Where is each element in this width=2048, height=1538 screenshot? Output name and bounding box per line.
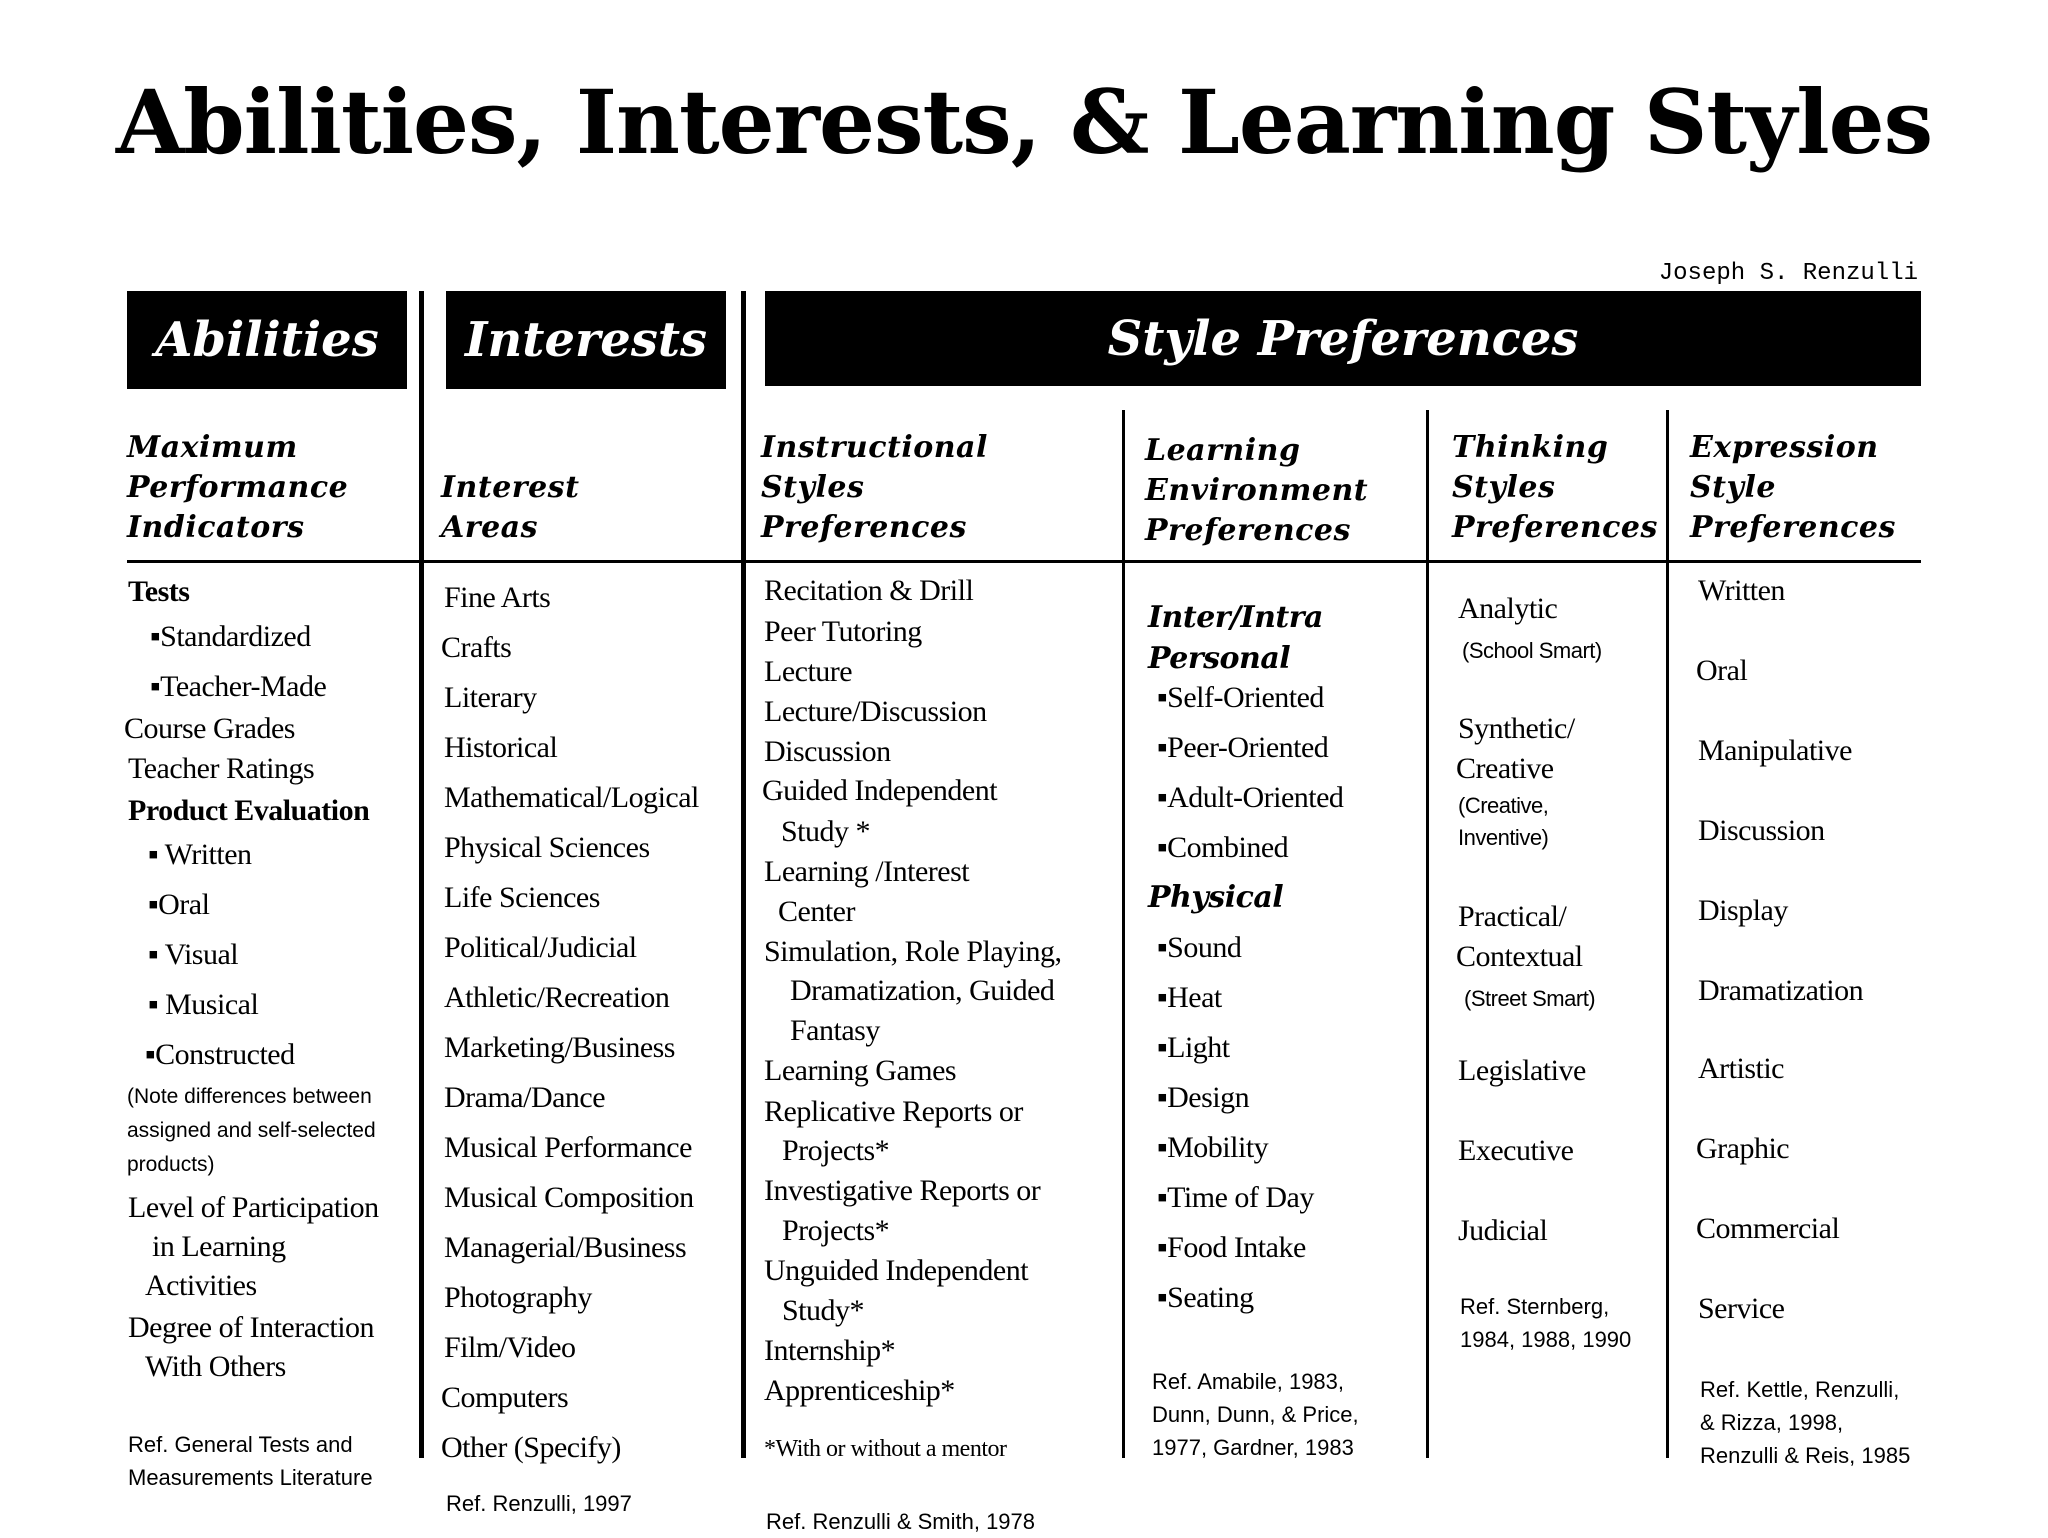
list-item: Product Evaluation — [128, 794, 370, 827]
list-item: ▪ Written — [148, 838, 252, 871]
heading-environment: Learning Environment Preferences — [1145, 433, 1369, 548]
thinking-reference: Ref. Sternberg, 1984, 1988, 1990 — [1460, 1294, 1632, 1352]
environment-subheading-physical: Physical — [1148, 880, 1284, 915]
list-item: Internship* — [764, 1334, 896, 1367]
list-item: Fine Arts — [444, 581, 551, 614]
list-item: Analytic — [1458, 592, 1558, 625]
list-item: Synthetic/ — [1458, 712, 1575, 745]
list-item: Oral — [1696, 654, 1748, 687]
list-item: Judicial — [1458, 1214, 1548, 1247]
list-item: (School Smart) — [1462, 638, 1602, 663]
list-item: Musical Performance — [444, 1131, 692, 1164]
list-item: Artistic — [1698, 1052, 1784, 1085]
heading-instructional: Instructional Styles Preferences — [761, 430, 988, 545]
list-item: Degree of Interaction — [128, 1311, 375, 1344]
list-item: Mathematical/Logical — [444, 781, 699, 814]
instructional-reference: Ref. Renzulli & Smith, 1978 — [766, 1509, 1036, 1534]
list-item: Physical Sciences — [444, 831, 650, 864]
list-item: (Street Smart) — [1464, 986, 1596, 1011]
list-item: ▪Food Intake — [1157, 1231, 1306, 1264]
list-item: ▪Self-Oriented — [1157, 681, 1324, 714]
list-item: Simulation, Role Playing, — [764, 935, 1062, 968]
list-item: Fantasy — [790, 1014, 880, 1047]
list-item: Investigative Reports or — [764, 1174, 1041, 1207]
environment-reference: Ref. Amabile, 1983, Dunn, Dunn, & Price, 1977, Gardner, 1983 — [1152, 1369, 1359, 1460]
list-item: ▪Adult-Oriented — [1157, 781, 1344, 814]
list-item: With Others — [145, 1350, 286, 1383]
list-item: ▪Heat — [1157, 981, 1222, 1014]
list-item: ▪Oral — [148, 888, 210, 921]
heading-thinking: Thinking Styles Preferences — [1452, 430, 1658, 545]
list-item: ▪Constructed — [145, 1038, 295, 1071]
list-item: Course Grades — [124, 712, 295, 745]
list-item: Learning Games — [764, 1054, 957, 1087]
list-item: Contextual — [1456, 940, 1583, 973]
list-item: Lecture — [764, 655, 853, 688]
heading-expression: Expression Style Preferences — [1690, 430, 1896, 545]
list-item: Dramatization — [1698, 974, 1864, 1007]
list-item: ▪ Musical — [148, 988, 259, 1021]
list-item: in Learning — [152, 1230, 286, 1263]
list-item: (Creative, — [1458, 793, 1549, 818]
list-item: Executive — [1458, 1134, 1574, 1167]
list-item: ▪Peer-Oriented — [1157, 731, 1329, 764]
divider-thinking — [1666, 410, 1669, 1458]
list-item: Graphic — [1696, 1132, 1790, 1165]
list-item: Computers — [441, 1381, 569, 1414]
list-item: Learning /Interest — [764, 855, 970, 888]
expression-reference: Ref. Kettle, Renzulli, & Rizza, 1998, Renzulli & Reis, 1985 — [1700, 1377, 1911, 1468]
instructional-footnote: *With or without a mentor — [764, 1436, 1007, 1462]
list-item: Peer Tutoring — [764, 615, 922, 648]
list-item: Political/Judicial — [444, 931, 637, 964]
list-item: Tests — [128, 575, 190, 608]
list-item: ▪Seating — [1157, 1281, 1254, 1314]
environment-subheading-personal: Inter/Intra Personal — [1148, 600, 1323, 676]
list-item: Life Sciences — [444, 881, 600, 914]
list-item: ▪Design — [1157, 1081, 1250, 1114]
list-item: Other (Specify) — [441, 1431, 621, 1464]
list-item: Film/Video — [444, 1331, 576, 1364]
author-credit: Joseph S. Renzulli — [1658, 260, 1918, 287]
list-item: Managerial/Business — [444, 1231, 687, 1264]
list-item: Lecture/Discussion — [764, 695, 987, 728]
list-item: Creative — [1456, 752, 1554, 785]
abilities-note: (Note differences between assigned and self-selected products) — [127, 1085, 376, 1176]
divider-environment — [1426, 410, 1429, 1458]
list-item: Athletic/Recreation — [444, 981, 670, 1014]
list-item: Dramatization, Guided — [790, 974, 1055, 1007]
list-item: Written — [1698, 574, 1785, 607]
list-item: Crafts — [441, 631, 512, 664]
list-item: Recitation & Drill — [764, 574, 974, 607]
list-item: Discussion — [1698, 814, 1825, 847]
list-item: Drama/Dance — [444, 1081, 606, 1114]
divider-abilities — [419, 291, 424, 1458]
list-item: Teacher Ratings — [128, 752, 315, 785]
list-item: Commercial — [1696, 1212, 1840, 1245]
list-item: Center — [778, 895, 855, 928]
page-title: Abilities, Interests, & Learning Styles — [115, 70, 1933, 174]
list-item: Projects* — [782, 1214, 890, 1247]
list-item: Projects* — [782, 1134, 890, 1167]
list-item: Literary — [444, 681, 537, 714]
banner-style-preferences: Style Preferences — [765, 291, 1921, 386]
list-item: ▪Mobility — [1157, 1131, 1269, 1164]
list-item: Level of Participation — [128, 1191, 379, 1224]
list-item: Musical Composition — [444, 1181, 694, 1214]
list-item: Replicative Reports or — [764, 1095, 1023, 1128]
list-item: Marketing/Business — [444, 1031, 675, 1064]
list-item: Photography — [444, 1281, 592, 1314]
list-item: ▪Light — [1157, 1031, 1230, 1064]
divider-interests — [741, 291, 746, 1458]
list-item: ▪Time of Day — [1157, 1181, 1314, 1214]
list-item: Unguided Independent — [764, 1254, 1029, 1287]
list-item: Historical — [444, 731, 558, 764]
list-item: ▪Combined — [1157, 831, 1289, 864]
list-item: Inventive) — [1458, 825, 1549, 850]
list-item: Practical/ — [1458, 900, 1567, 933]
list-item: Legislative — [1458, 1054, 1586, 1087]
list-item: ▪ Visual — [148, 938, 239, 971]
list-item: Apprenticeship* — [764, 1374, 955, 1407]
list-item: Service — [1698, 1292, 1785, 1325]
header-rule — [127, 560, 1921, 563]
list-item: Discussion — [764, 735, 891, 768]
list-item: ▪Teacher-Made — [150, 670, 327, 703]
heading-abilities: Maximum Performance Indicators — [127, 430, 349, 545]
divider-instructional — [1122, 410, 1125, 1458]
list-item: ▪Standardized — [150, 620, 311, 653]
list-item: Manipulative — [1698, 734, 1852, 767]
banner-abilities: Abilities — [127, 291, 407, 389]
list-item: Activities — [145, 1269, 257, 1302]
list-item: Guided Independent — [762, 774, 998, 807]
banner-interests: Interests — [446, 291, 726, 389]
heading-interests: Interest Areas — [441, 470, 580, 545]
list-item: Display — [1698, 894, 1788, 927]
list-item: ▪Sound — [1157, 931, 1242, 964]
abilities-reference: Ref. General Tests and Measurements Literature — [128, 1432, 373, 1490]
list-item: Study * — [781, 815, 871, 848]
interests-reference: Ref. Renzulli, 1997 — [446, 1491, 632, 1516]
list-item: Study* — [782, 1294, 865, 1327]
